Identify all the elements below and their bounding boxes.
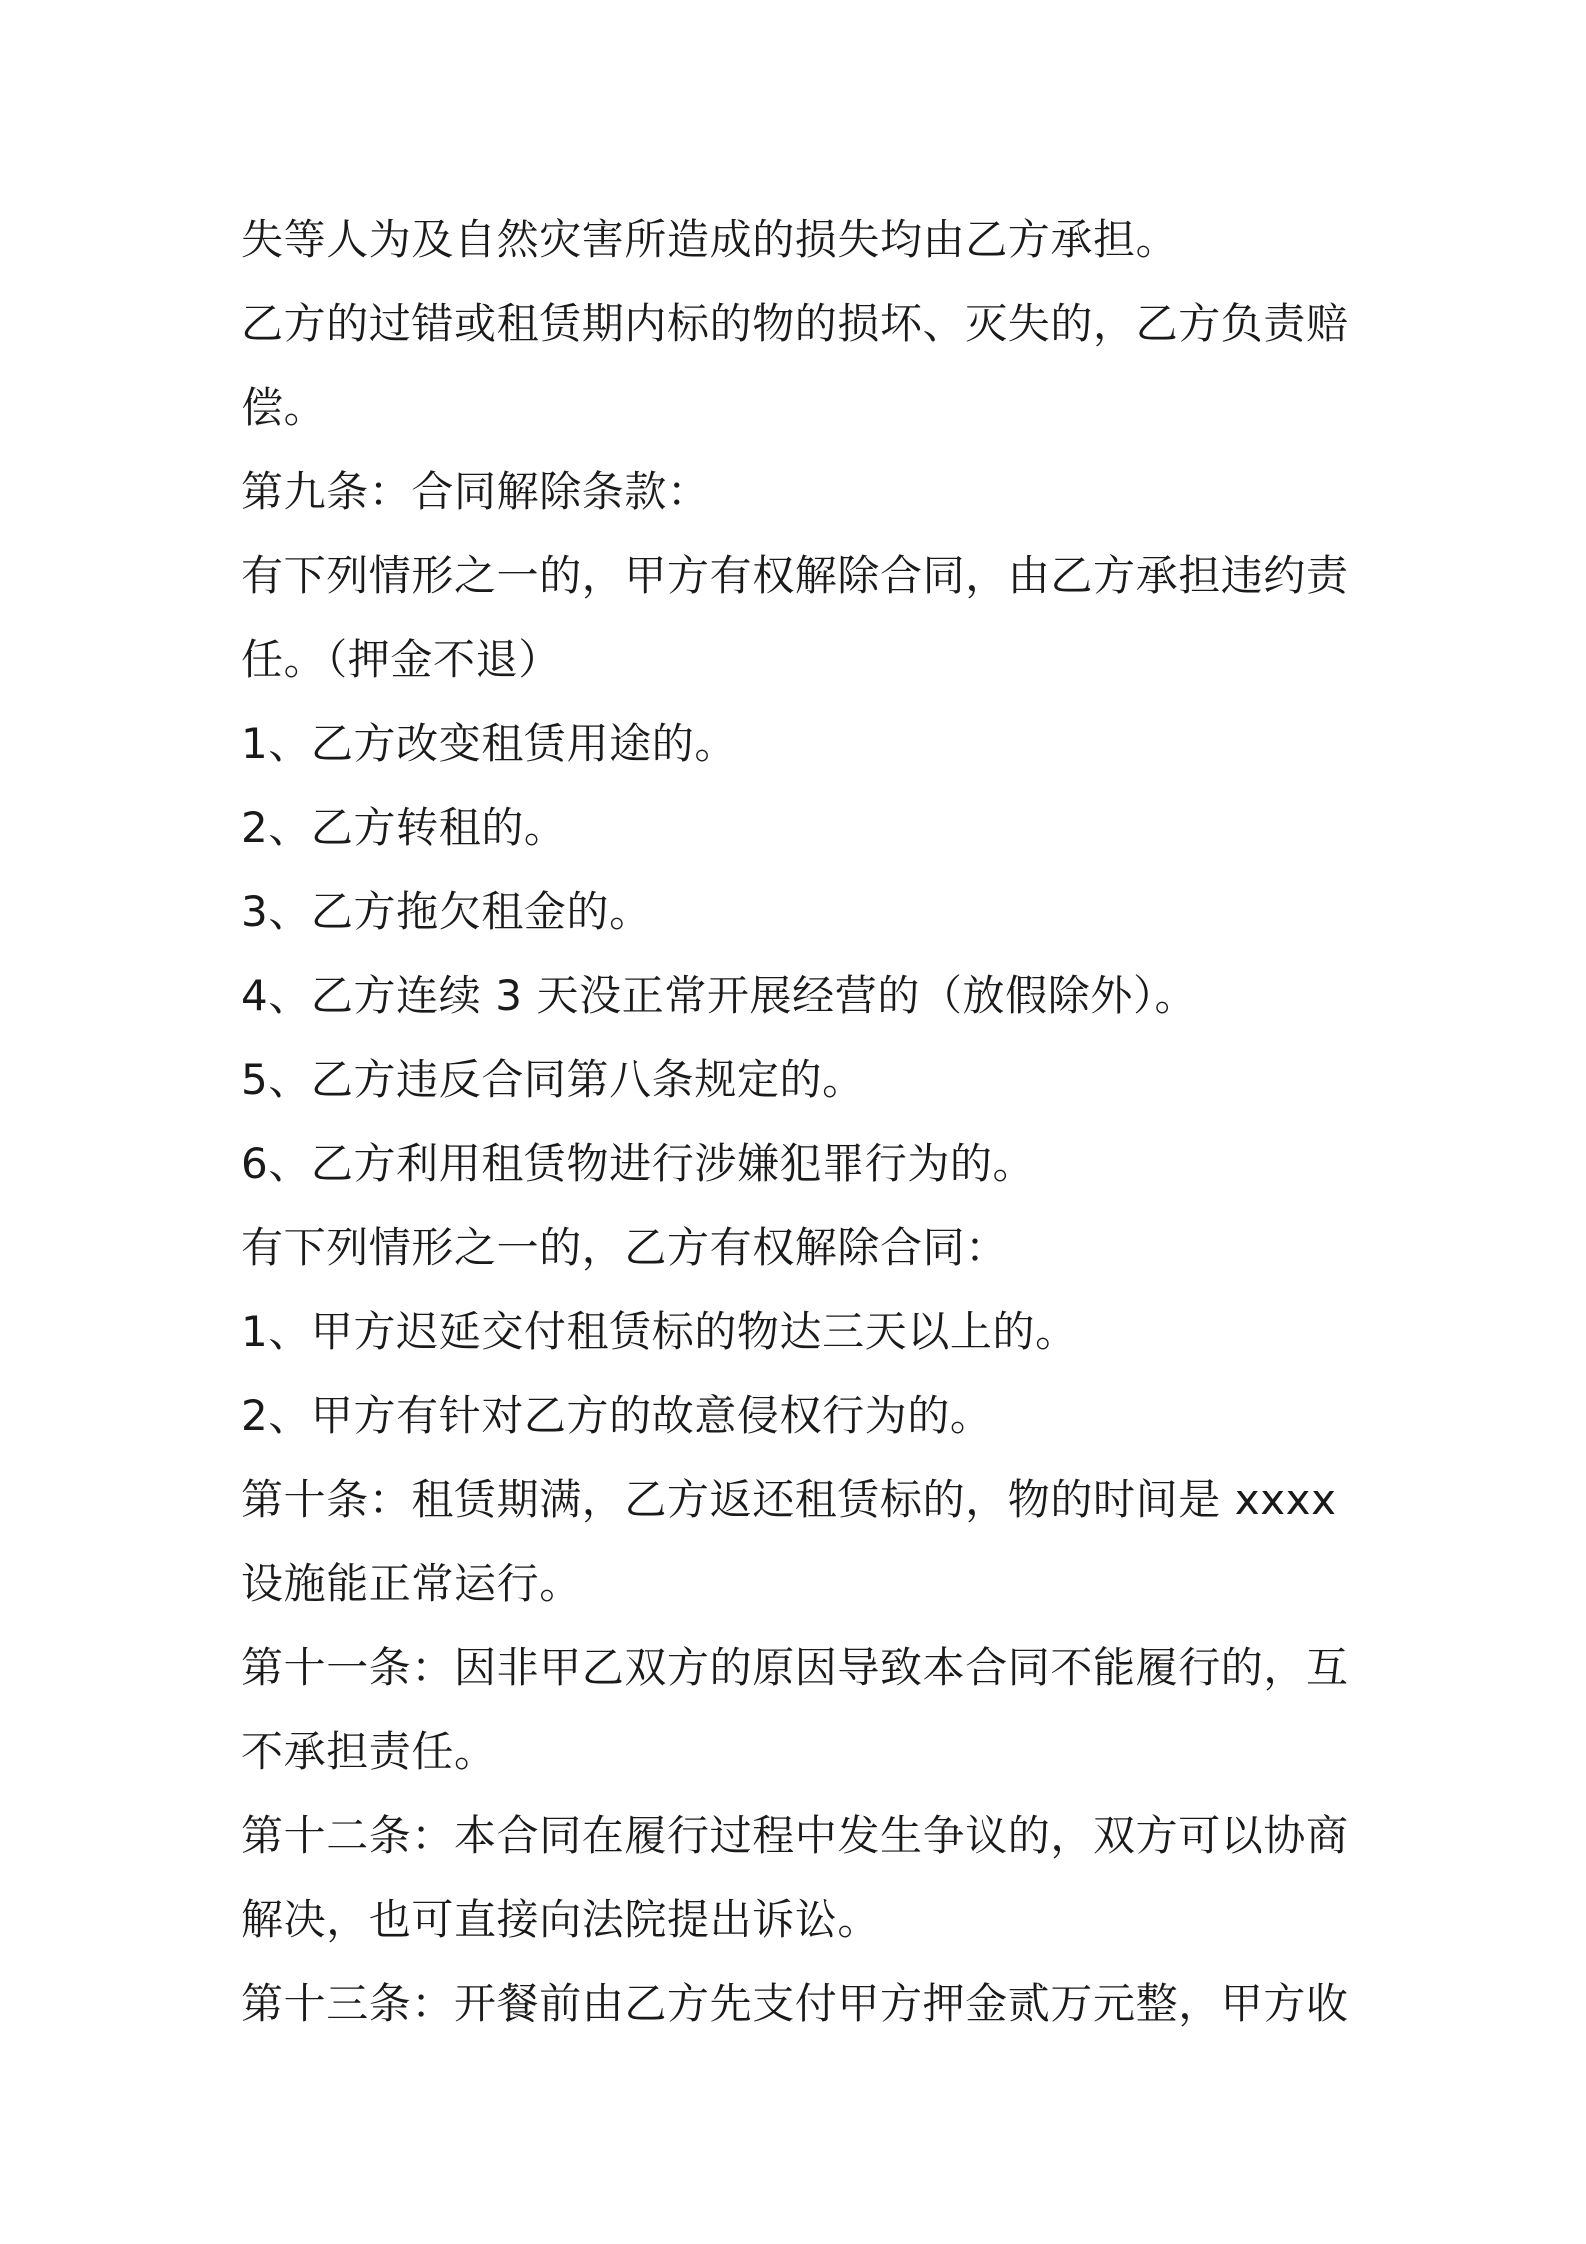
list-item: 5、乙方违反合同第八条规定的。 — [241, 1055, 865, 1104]
clause-heading: 第十条：租赁期满，乙方返还租赁标的，物的时间是 xxxx — [241, 1475, 1337, 1524]
text-line: 任。（押金不退） — [241, 635, 561, 684]
text-line: 设施能正常运行。 — [241, 1559, 582, 1608]
clause-heading: 第九条：合同解除条款： — [241, 467, 710, 516]
text-line: 解决，也可直接向法院提出诉讼。 — [241, 1895, 881, 1944]
document-body — [241, 198, 1361, 2046]
list-item: 4、乙方连续 3 天没正常开展经营的（放假除外）。 — [241, 971, 1198, 1020]
clause-heading: 第十三条：开餐前由乙方先支付甲方押金贰万元整，甲方收 — [241, 1979, 1349, 2028]
text-line: 不承担责任。 — [241, 1727, 497, 1776]
list-item: 2、甲方有针对乙方的故意侵权行为的。 — [241, 1391, 993, 1440]
text-line: 失等人为及自然灾害所造成的损失均由乙方承担。 — [241, 215, 1179, 264]
list-item: 3、乙方拖欠租金的。 — [241, 887, 652, 936]
list-item: 1、乙方改变租赁用途的。 — [241, 719, 737, 768]
text-line: 有下列情形之一的，乙方有权解除合同： — [241, 1223, 1008, 1272]
text-line: 偿。 — [241, 383, 327, 432]
list-item: 2、乙方转租的。 — [241, 803, 567, 852]
list-item: 1、甲方迟延交付租赁标的物达三天以上的。 — [241, 1307, 1078, 1356]
text-line: 有下列情形之一的，甲方有权解除合同，由乙方承担违约责 — [241, 551, 1349, 600]
clause-heading: 第十二条：本合同在履行过程中发生争议的，双方可以协商 — [241, 1811, 1349, 1860]
clause-heading: 第十一条：因非甲乙双方的原因导致本合同不能履行的，互 — [241, 1643, 1349, 1692]
list-item: 6、乙方利用租赁物进行涉嫌犯罪行为的。 — [241, 1139, 1036, 1188]
text-line: 乙方的过错或租赁期内标的物的损坏、灭失的，乙方负责赔 — [241, 299, 1349, 348]
